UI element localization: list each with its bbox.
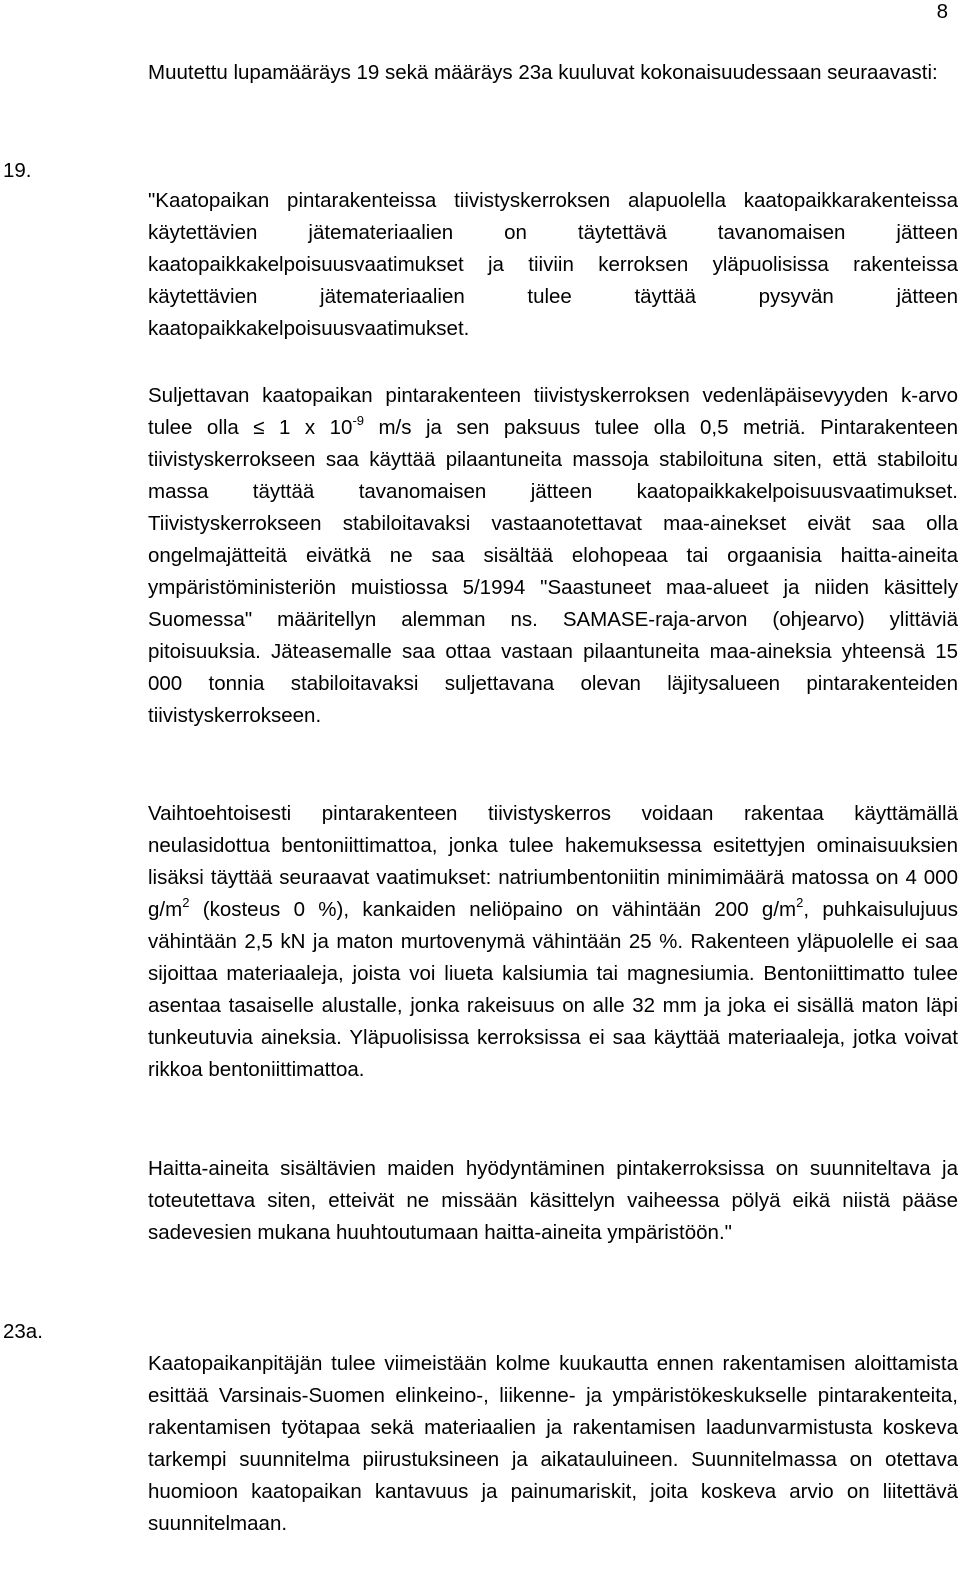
intro-paragraph: Muutettu lupamääräys 19 sekä määräys 23a kuuluvat kokonaisuudessaan seuraavasti:: [148, 61, 938, 84]
section-19-paragraph-2: Suljettavan kaatopaikan pintarakenteen tiivistyskerroksen vedenläpäisevyyden k-arvo tulee olla ≤ 1 x $10^{-9}$ m/s ja sen paksuus tulee olla 0,5 metriä. Pintarakenteen tiivistyskerrokseen saa käyttää pilaantuneita massoja stabiloituna siten, että stabiloitu massa täyttää tavanomaisen jätteen kaatopaikkakelpoisuusvaatimukset. Tiivistyskerrokseen stabiloitavaksi vastaanotettavat maa-ainekset eivät saa olla ongelmajätteitä eivätkä ne saa sisältää elohopeaa tai orgaanisia haitta-aineita ympäristöministeriön muistiossa 5/1994 "Saastuneet maa-alueet ja niiden käsittely Suomessa" määritellyn alemman ns. SAMASE-raja-arvon (ohjearvo) ylittäviä pitoisuuksia. Jäteasemalle saa ottaa vastaan pilaantuneita maa-aineksia yhteensä 15 000 tonnia stabiloitavaksi suljettavana olevan läjitysalueen pintarakenteiden tiivistyskerrokseen.: [148, 384, 959, 727]
exponent: 2: [796, 895, 804, 910]
section-19-paragraph-4: Haitta-aineita sisältävien maiden hyödyntäminen pintakerroksissa on suunniteltava ja toteutettava siten, etteivät ne missään käsittelyn vaiheessa pölyä eikä niistä pääse sadevesien mukana huuhtoutumaan haitta-aineita ympäristöön.": [148, 1157, 958, 1244]
section-number-19: 19.: [3, 159, 32, 182]
section-number-23a: 23a.: [3, 1320, 43, 1343]
section-19-paragraph-3: Vaihtoehtoisesti pintarakenteen tiivistyskerros voidaan rakentaa käyttämällä neulasidottua bentoniittimattoa, jonka tulee hakemuksessa esitettyjen ominaisuuksien lisäksi täyttää seuraavat vaatimukset: natriumbentoniitin minimimäärä matossa on 4 000 $g/m^2$ (kosteus 0 %), kankaiden neliöpaino on vähintään 200 $g/m^2$, puhkaisulujuus vähintään 2,5 kN ja maton murtovenymä vähintään 25 %. Rakenteen yläpuolelle ei saa sijoittaa materiaaleja, joista voi liueta kalsiumia tai magnesiumia. Bentoniittimatto tulee asentaa tasaiselle alustalle, jonka rakeisuus on alle 32 mm ja joka ei sisällä maton läpi tunkeutuvia aineksia. Yläpuolisissa kerroksissa ei saa käyttää materiaaleja, jotka voivat rikkoa bentoniittimattoa.: [148, 802, 958, 1081]
section-23a-paragraph: Kaatopaikanpitäjän tulee viimeistään kolme kuukautta ennen rakentamisen aloittamista esittää Varsinais-Suomen elinkeino-, liikenne- ja ympäristökeskukselle pintarakenteita, rakentamisen työtapaa sekä materiaalien ja rakentamisen laadunvarmistusta koskeva tarkempi suunnitelma piirustuksineen ja aikatauluineen. Suunnitelmassa on otettava huomioon kaatopaikan kantavuus ja painumariskit, joita koskeva arvio on liitettävä suunnitelmaan.: [148, 1352, 958, 1535]
less-or-equal-symbol: ≤: [253, 416, 265, 439]
section-19-paragraph-1: "Kaatopaikan pintarakenteissa tiivistyskerroksen alapuolella kaatopaikkarakenteissa käytettävien jätemateriaalien on täytettävä tavanomaisen jätteen kaatopaikkakelpoisuusvaatimukset ja tiiviin kerroksen yläpuolisissa rakenteissa käytettävien jätemateriaalien tulee täyttää pysyvän jätteen kaatopaikkakelpoisuusvaatimukset.: [148, 189, 958, 340]
exponent: 2: [182, 895, 190, 910]
page-number: 8: [936, 0, 948, 23]
exponent: -9: [352, 413, 364, 428]
